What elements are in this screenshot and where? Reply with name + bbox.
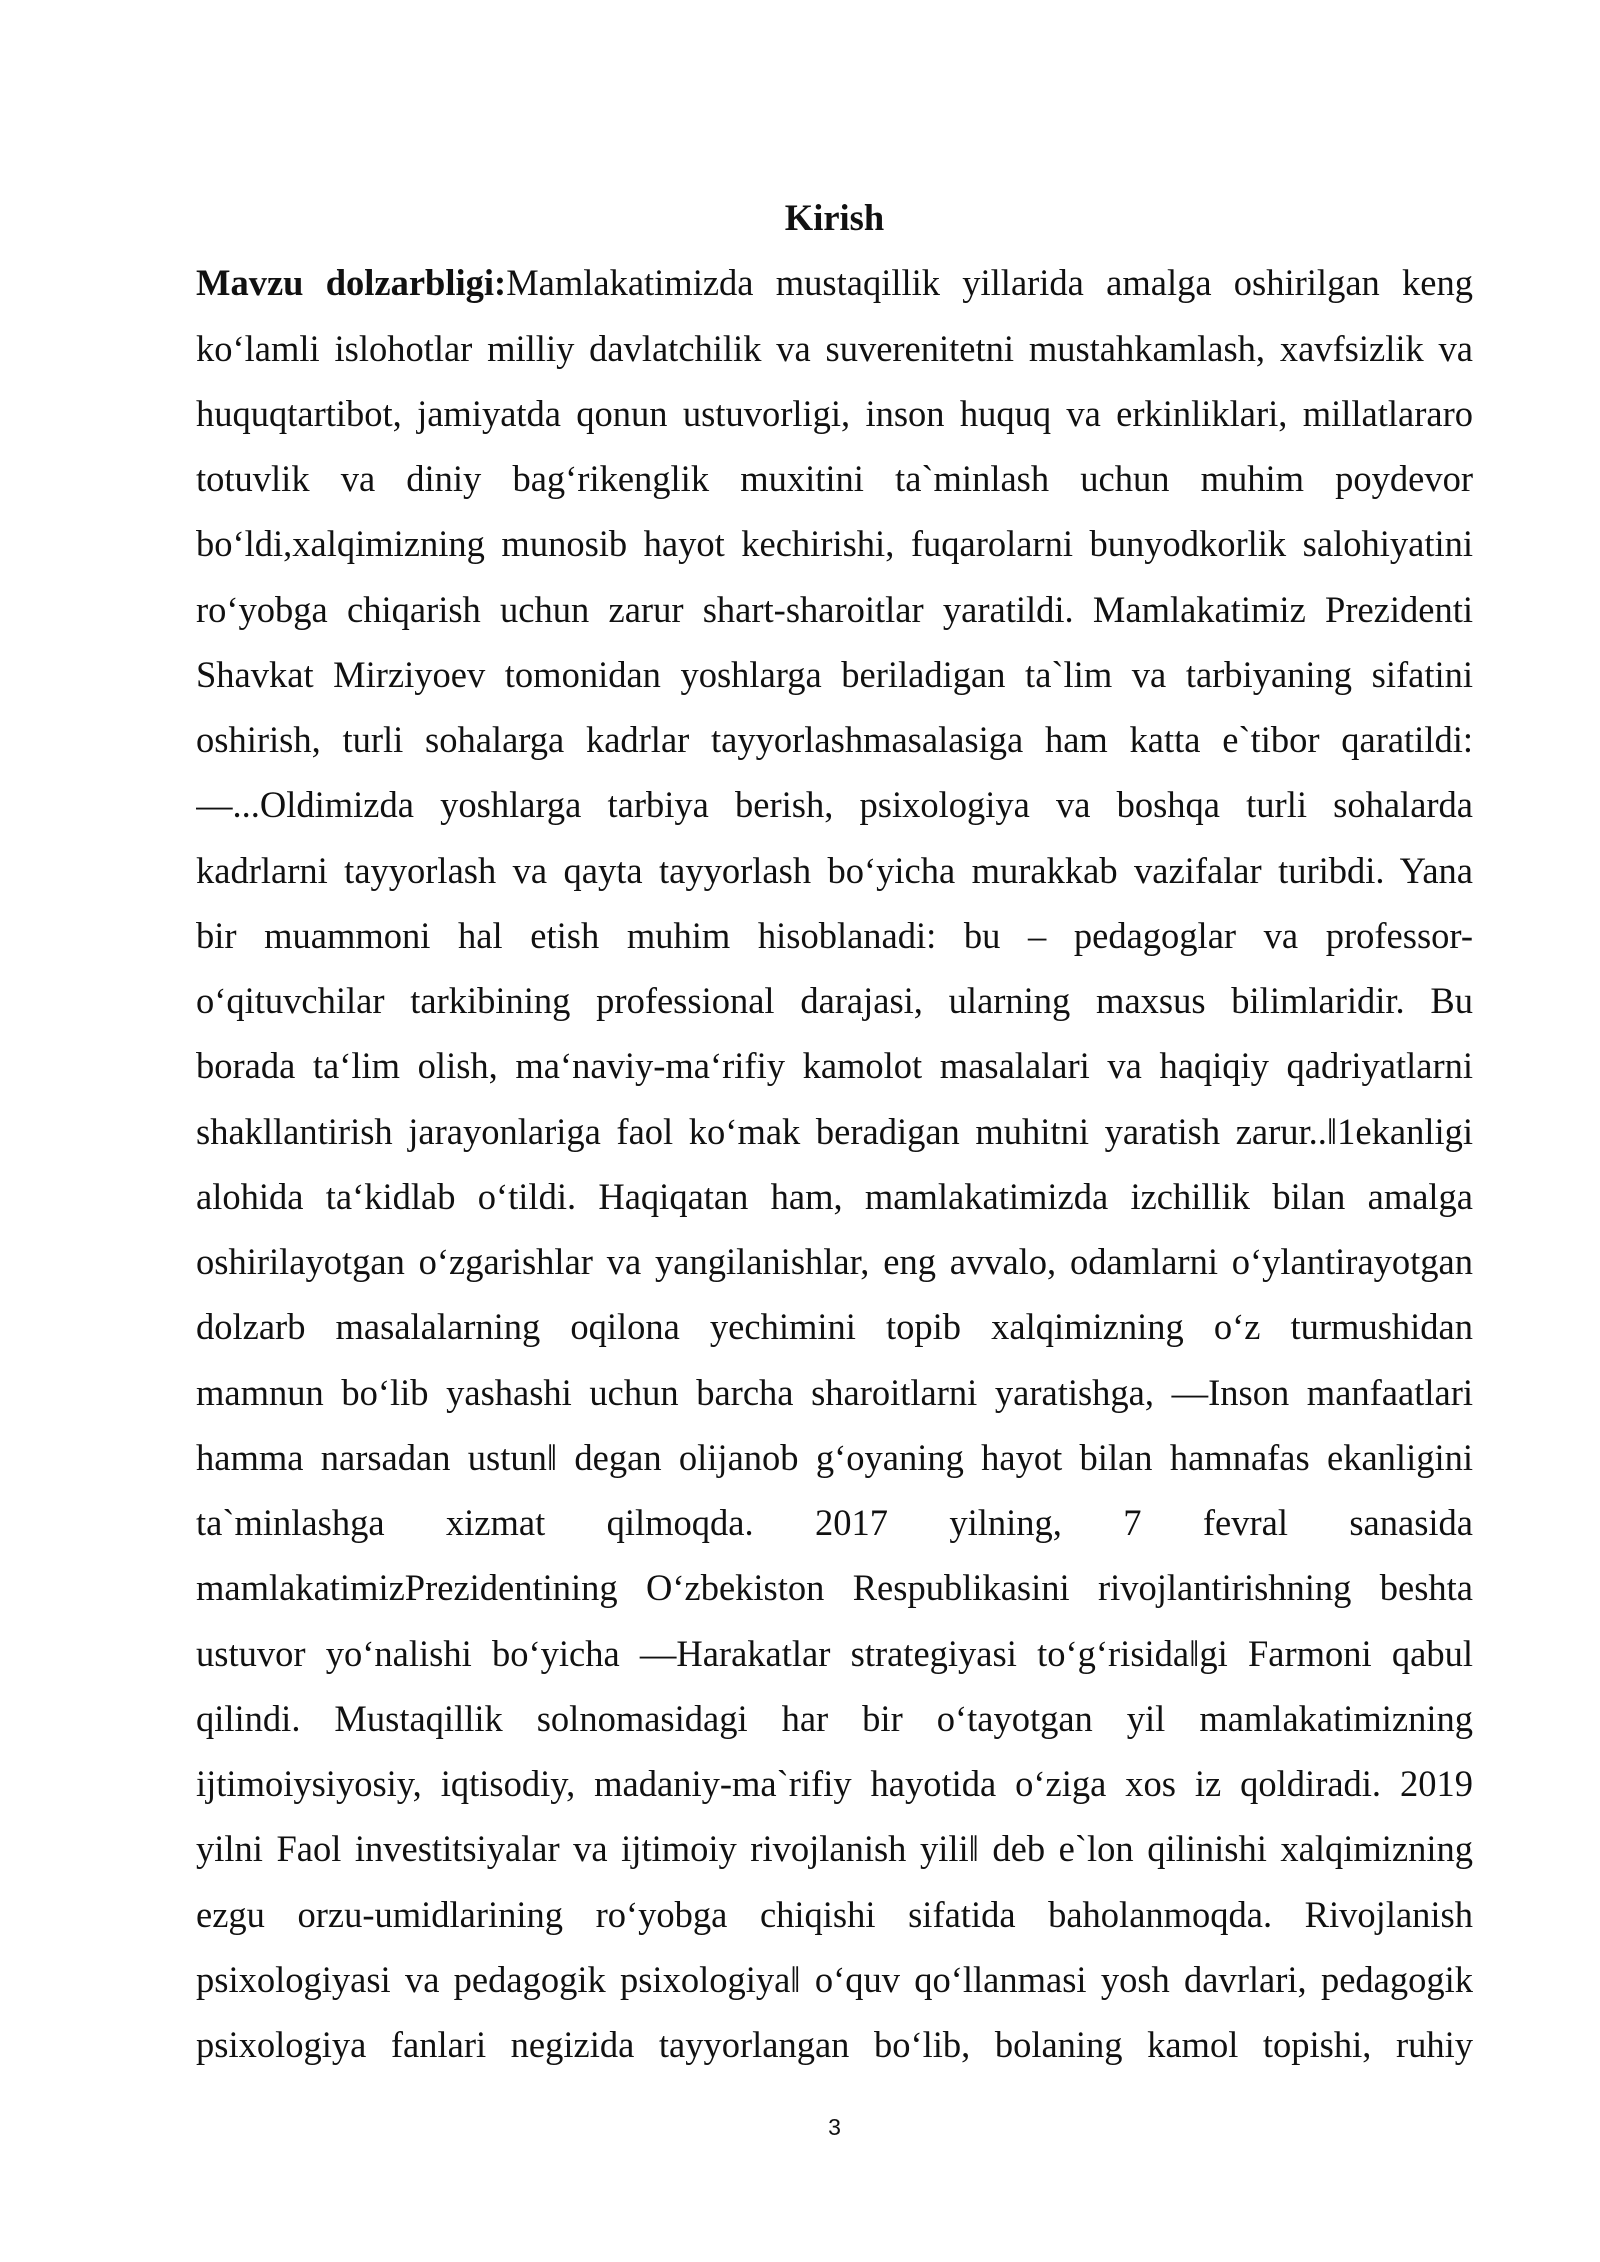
text-line	[196, 250, 1473, 315]
text-line: Shavkat Mirziyoev tomonidan yoshlarga beriladigan ta`lim va tarbiyaning sifatini	[196, 653, 1473, 695]
text-line: yilni Faol investitsiyalar va ijtimoiy rivojlanish yili‖ deb e`lon qilinishi xalqimizning	[196, 1828, 1473, 1870]
section-title: Kirish	[784, 197, 885, 238]
text-line: mamnun bo‘lib yashashi uchun barcha sharoitlarni yaratishga, ―Inson manfaatlari	[196, 1371, 1473, 1413]
text-line: shakllantirish jarayonlariga faol ko‘mak beradigan muhitni yaratish zarur..‖1ekanligi	[196, 1110, 1473, 1152]
text-line-content: Mamlakatimizda mustaqillik yillarida amalga oshirilgan keng	[506, 262, 1473, 304]
text-line: borada ta‘lim olish, ma‘naviy-ma‘rifiy kamolot masalalari va haqiqiy qadriyatlarni	[196, 1045, 1473, 1087]
text-line: qilindi. Mustaqillik solnomasidagi har bir o‘tayotgan yil mamlakatimizning	[196, 1697, 1473, 1739]
text-line: bo‘ldi,xalqimizning munosib hayot kechirishi, fuqarolarni bunyodkorlik salohiyatini	[196, 523, 1473, 565]
page-number: 3	[828, 2114, 841, 2140]
text-line: hamma narsadan ustun‖ degan olijanob g‘oyaning hayot bilan hamnafas ekanligini	[196, 1436, 1473, 1478]
text-line: totuvlik va diniy bag‘rikenglik muxitini ta`minlash uchun muhim poydevor	[196, 458, 1473, 499]
text-line: psixologiya fanlari negizida tayyorlangan bo‘lib, bolaning kamol topishi, ruhiy	[196, 2024, 1473, 2065]
text-line: ustuvor yo‘nalishi bo‘yicha ―Harakatlar strategiyasi to‘g‘risida‖gi Farmoni qabul	[196, 1632, 1473, 1674]
text-line: dolzarb masalalarning oqilona yechimini topib xalqimizning o‘z turmushidan	[196, 1306, 1473, 1348]
text-line: o‘qituvchilar tarkibining professional darajasi, ularning maxsus bilimlaridir. Bu	[196, 980, 1473, 1021]
text-line: bir muammoni hal etish muhim hisoblanadi: bu – pedagoglar va professor-	[196, 914, 1473, 956]
text-line: ko‘lamli islohotlar milliy davlatchilik va suverenitetni mustahkamlash, xavfsizlik va	[196, 327, 1473, 369]
text-line: huquqtartibot, jamiyatda qonun ustuvorligi, inson huquq va erkinliklari, millatlararo	[196, 392, 1473, 434]
text-line: kadrlarni tayyorlash va qayta tayyorlash bo‘yicha murakkab vazifalar turibdi. Yana	[196, 849, 1473, 891]
text-line: ijtimoiysiyosiy, iqtisodiy, madaniy-ma`rifiy hayotida o‘ziga xos iz qoldiradi. 2019	[196, 1763, 1473, 1804]
lead-label: Mavzu dolzarbligi:	[196, 262, 507, 304]
text-line: ezgu orzu-umidlarining ro‘yobga chiqishi sifatida baholanmoqda. Rivojlanish	[196, 1893, 1473, 1935]
text-line: ―...Oldimizda yoshlarga tarbiya berish, psixologiya va boshqa turli sohalarda	[196, 784, 1473, 826]
text-line: ro‘yobga chiqarish uchun zarur shart-sharoitlar yaratildi. Mamlakatimiz Prezidenti	[196, 588, 1473, 630]
text-line: oshirish, turli sohalarga kadrlar tayyorlashmasalasiga ham katta e`tibor qaratildi:	[196, 719, 1473, 760]
text-line: mamlakatimizPrezidentining O‘zbekiston Respublikasini rivojlantirishning beshta	[196, 1567, 1473, 1609]
text-line: ta`minlashga xizmat qilmoqda. 2017 yilning, 7 fevral sanasida	[196, 1502, 1473, 1543]
text-line: oshirilayotgan o‘zgarishlar va yangilanishlar, eng avvalo, odamlarni o‘ylantirayotgan	[196, 1241, 1473, 1282]
text-line: alohida ta‘kidlab o‘tildi. Haqiqatan ham, mamlakatimizda izchillik bilan amalga	[196, 1175, 1473, 1217]
body-text	[196, 185, 1473, 2077]
text-line: psixologiyasi va pedagogik psixologiya‖ o‘quv qo‘llanmasi yosh davrlari, pedagogik	[196, 1958, 1473, 2000]
